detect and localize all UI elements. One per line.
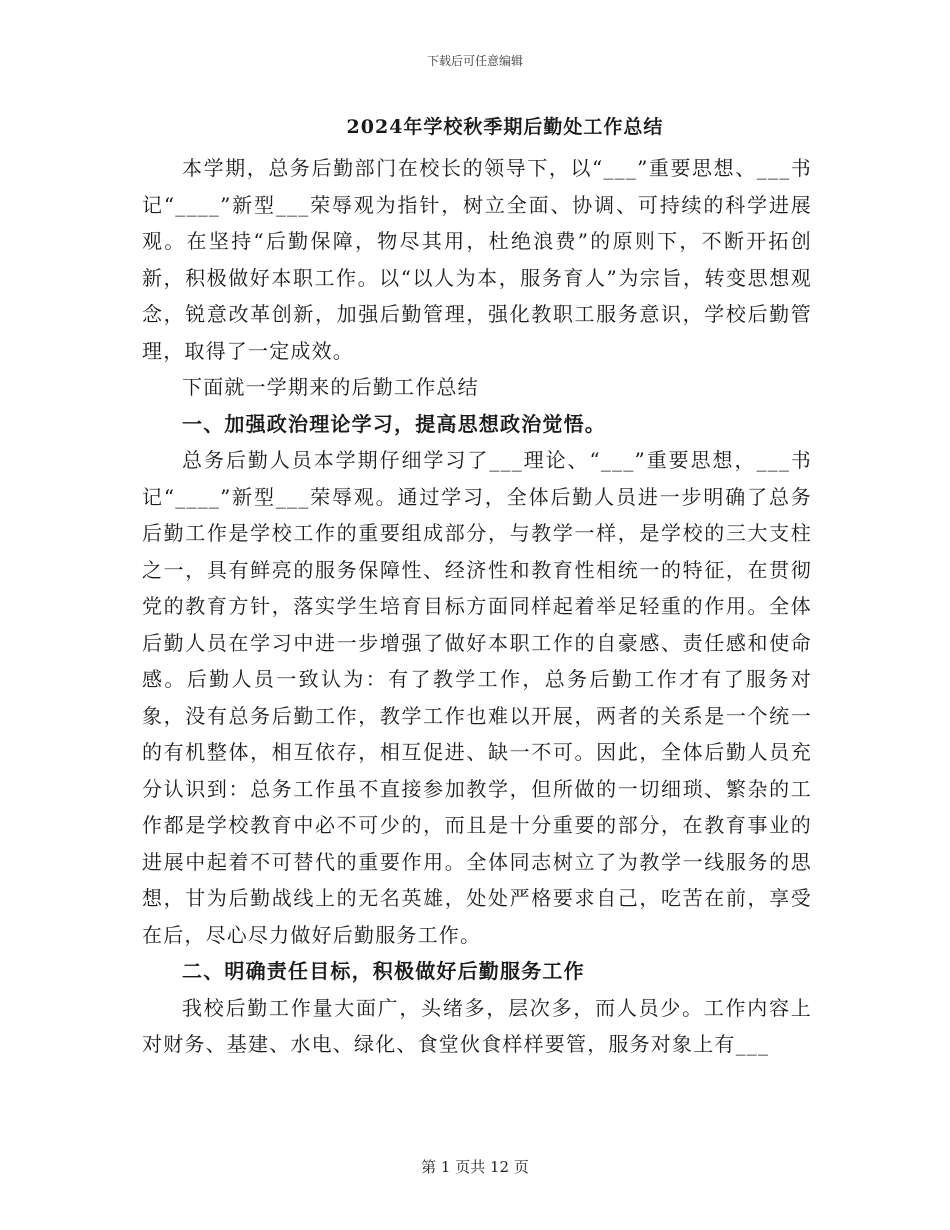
section-heading-2: 二、明确责任目标，积极做好后勤服务工作 bbox=[182, 959, 585, 983]
document-title: 2024年学校秋季期后勤处工作总结 bbox=[346, 116, 664, 138]
section-heading-1: 一、加强政治理论学习，提高思想政治觉悟。 bbox=[182, 411, 606, 436]
paragraph-summary-lead: 下面就一学期来的后勤工作总结 bbox=[182, 375, 479, 399]
paragraph-intro: 本学期，总务后勤部门在校长的领导下，以“___”重要思想、___书记“____”新型___荣辱观为指针，树立全面、协调、可持续的科学进展观。在坚持“后勤保障，物尽其用，杜绝浪费”的原则下，不断开拓创新，积极做好本职工作。以“以人为本，服务育人”为宗旨，转变思想观念，锐意改革创新，加强后勤管理，强化教职工服务意识，学校后勤管理，取得了一定成效。 bbox=[142, 156, 812, 363]
paragraph-section-2: 我校后勤工作量大面广，头绪多，层次多，而人员少。工作内容上对财务、基建、水电、绿化、食堂伙食样样要管，服务对象上有___ bbox=[142, 995, 812, 1056]
paragraph-section-1: 总务后勤人员本学期仔细学习了___理论、“___”重要思想，___书记“____”新型___荣辱观。通过学习，全体后勤人员进一步明确了总务后勤工作是学校工作的重要组成部分，与教学一样，是学校的三大支柱之一，具有鲜亮的服务保障性、经济性和教育性相统一的特征，在贯彻党的教育方针，落实学生培育目标方面同样起着举足轻重的作用。全体后勤人员在学习中进一步增强了做好本职工作的自豪感、责任感和使命感。后勤人员一致认为：有了教学工作，总务后勤工作才有了服务对象，没有总务后勤工作，教学工作也难以开展，两者的关系是一个统一的有机整体，相互依存，相互促进、缺一不可。因此，全体后勤人员充分认识到：总务工作虽不直接参加教学，但所做的一切细琐、繁杂的工作都是学校教育中必不可少的，而且是十分重要的部分，在教育事业的进展中起着不可替代的重要作用。全体同志树立了为教学一线服务的思想，甘为后勤战线上的无名英雄，处处严格要求自己，吃苦在前，享受在后，尽心尽力做好后勤服务工作。 bbox=[142, 448, 812, 947]
page-footer-number: 第 1 页共 12 页 bbox=[421, 1158, 529, 1176]
document-body bbox=[142, 150, 812, 1063]
page-header-note: 下载后可任意编辑 bbox=[426, 54, 523, 68]
